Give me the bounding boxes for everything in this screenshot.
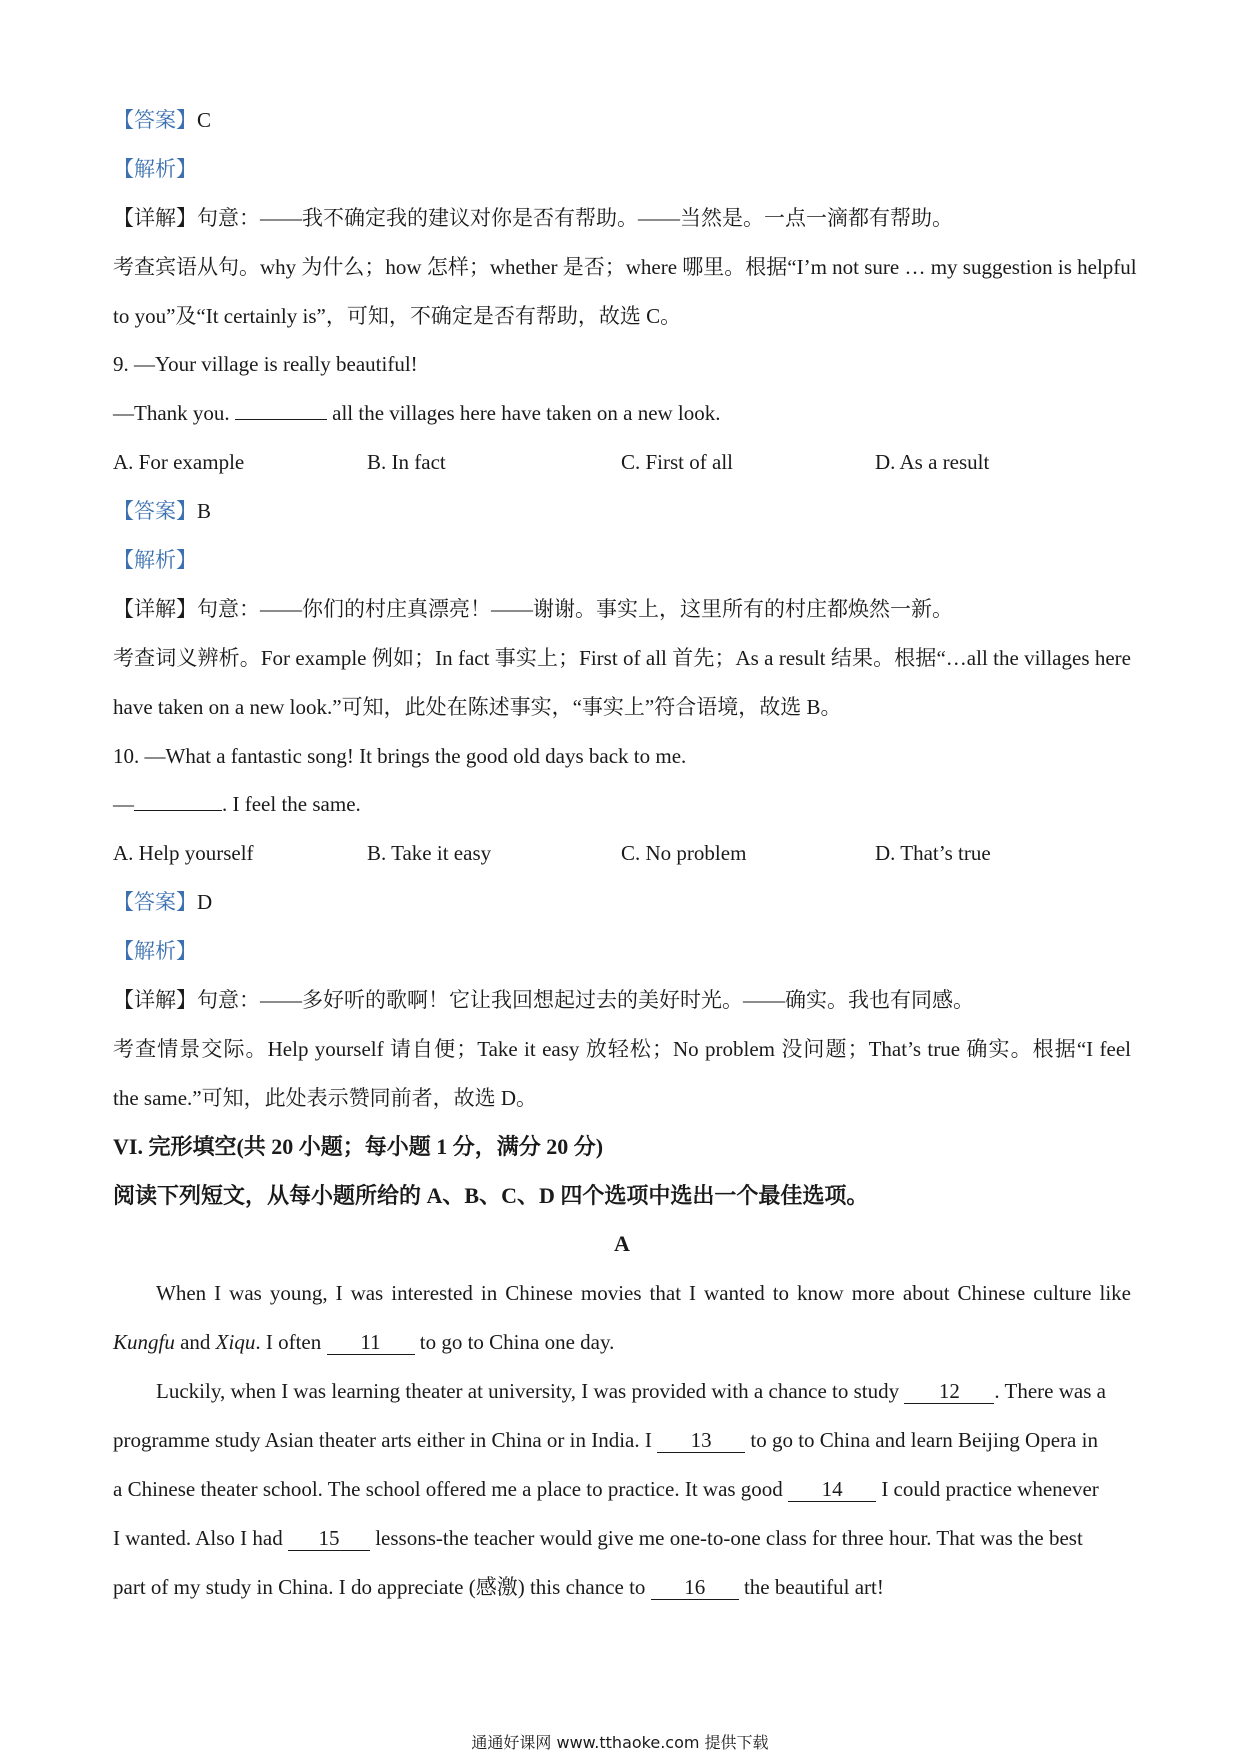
passage-p2-line-2: programme study Asian theater arts either in China or in India. I 13 to go to China and learn Beijing Opera in bbox=[113, 1428, 1098, 1453]
section-heading: VI. 完形填空(共 20 小题；每小题 1 分，满分 20 分) bbox=[113, 1133, 604, 1159]
q8-explain-line-2: to you”及“It certainly is”，可知，不确定是否有帮助，故选 C。 bbox=[113, 303, 682, 328]
passage-p2-line-3: a Chinese theater school. The school offered me a place to practice. It was good 14 I could practice whenever bbox=[113, 1476, 1099, 1501]
q9-analysis-line bbox=[113, 536, 1131, 585]
q8-explain-line-1: 考查宾语从句。why 为什么；how 怎样；whether 是否；where 哪里。根据“I’m not sure … my suggestion is helpful bbox=[113, 254, 1137, 279]
q9-explain-line-2: have taken on a new look.”可知，此处在陈述事实，“事实上”符合语境，故选 B。 bbox=[113, 694, 842, 719]
analysis-tag: 【解析】 bbox=[113, 548, 197, 573]
section-instruction: 阅读下列短文，从每小题所给的 A、B、C、D 四个选项中选出一个最佳选项。 bbox=[113, 1182, 869, 1208]
detail-text: 句意：——你们的村庄真漂亮！——谢谢。事实上，这里所有的村庄都焕然一新。 bbox=[197, 596, 953, 621]
passage-p1-line-2: Kungfu and Xiqu. I often 11 to go to China one day. bbox=[113, 1330, 615, 1355]
passage-p1-line-1: When I was young, I was interested in Chinese movies that I wanted to know more about Chinese culture like bbox=[156, 1281, 1131, 1306]
q8-answer-line bbox=[113, 96, 1131, 145]
answer-value: C bbox=[197, 108, 212, 132]
cloze-blank-11: 11 bbox=[327, 1330, 415, 1355]
detail-tag: 【详解】 bbox=[113, 596, 197, 621]
cloze-blank-16: 16 bbox=[651, 1575, 739, 1600]
q10-explain-line-2: the same.”可知，此处表示赞同前者，故选 D。 bbox=[113, 1085, 538, 1110]
q10-explain-line-1: 考查情景交际。Help yourself 请自便；Take it easy 放轻松；No problem 没问题；That’s true 确实。根据“I feel bbox=[113, 1036, 1131, 1061]
q10-stem-line-2: — . I feel the same. bbox=[113, 780, 1131, 829]
cloze-blank-14: 14 bbox=[788, 1477, 876, 1502]
q8-analysis-line bbox=[113, 145, 1131, 194]
passage-p2-line-1: Luckily, when I was learning theater at university, I was provided with a chance to study 12 . There was a bbox=[156, 1379, 1106, 1404]
option-a: A. For example bbox=[113, 450, 245, 475]
option-a: A. Help yourself bbox=[113, 841, 254, 866]
option-c: C. First of all bbox=[621, 450, 734, 475]
q10-stem-line-1: 10. —What a fantastic song! It brings the good old days back to me. bbox=[113, 743, 687, 768]
footer-source: 通通好课网 www.tthaoke.com 提供下载 bbox=[471, 1733, 769, 1752]
detail-text: 句意：——多好听的歌啊！它让我回想起过去的美好时光。——确实。我也有同感。 bbox=[197, 988, 974, 1013]
q10-answer-line bbox=[113, 878, 1131, 927]
cloze-blank-12: 12 bbox=[904, 1379, 994, 1404]
q10-analysis-line bbox=[113, 927, 1131, 976]
passage-title: A bbox=[614, 1231, 630, 1257]
analysis-tag: 【解析】 bbox=[113, 939, 197, 964]
answer-blank bbox=[134, 788, 222, 811]
q10-detail-line bbox=[113, 976, 1131, 1025]
detail-text: 句意：——我不确定我的建议对你是否有帮助。——当然是。一点一滴都有帮助。 bbox=[197, 205, 953, 230]
q9-explain-line-1: 考查词义辨析。For example 例如；In fact 事实上；First of all 首先；As a result 结果。根据“…all the villages here bbox=[113, 645, 1131, 670]
analysis-tag: 【解析】 bbox=[113, 156, 197, 181]
answer-value: D bbox=[197, 890, 213, 915]
answer-tag: 【答案】 bbox=[113, 499, 197, 524]
detail-tag: 【详解】 bbox=[113, 205, 197, 230]
answer-blank bbox=[235, 397, 327, 420]
cloze-blank-15: 15 bbox=[288, 1526, 370, 1551]
document-page bbox=[113, 96, 1137, 1612]
option-d: D. As a result bbox=[875, 450, 990, 475]
q9-answer-line bbox=[113, 487, 1131, 536]
option-b: B. Take it easy bbox=[367, 841, 492, 866]
cloze-blank-13: 13 bbox=[657, 1428, 745, 1453]
option-d: D. That’s true bbox=[875, 841, 991, 866]
option-c: C. No problem bbox=[621, 841, 747, 866]
answer-tag: 【答案】 bbox=[113, 890, 197, 915]
detail-tag: 【详解】 bbox=[113, 988, 197, 1013]
q9-detail-line bbox=[113, 585, 1131, 634]
q10-options bbox=[113, 829, 1131, 878]
q8-detail-line bbox=[113, 194, 1131, 243]
q9-stem-line-1: 9. —Your village is really beautiful! bbox=[113, 352, 418, 377]
option-b: B. In fact bbox=[367, 450, 446, 475]
passage-p2-line-5: part of my study in China. I do appreciate (感激) this chance to 16 the beautiful art! bbox=[113, 1574, 884, 1599]
q9-stem-line-2: —Thank you. all the villages here have taken on a new look. bbox=[113, 389, 1131, 438]
answer-tag: 【答案】 bbox=[113, 108, 197, 132]
passage-p2-line-4: I wanted. Also I had 15 lessons-the teacher would give me one-to-one class for three hour. That was the best bbox=[113, 1525, 1083, 1550]
q9-options bbox=[113, 438, 1131, 487]
answer-value: B bbox=[197, 499, 212, 524]
